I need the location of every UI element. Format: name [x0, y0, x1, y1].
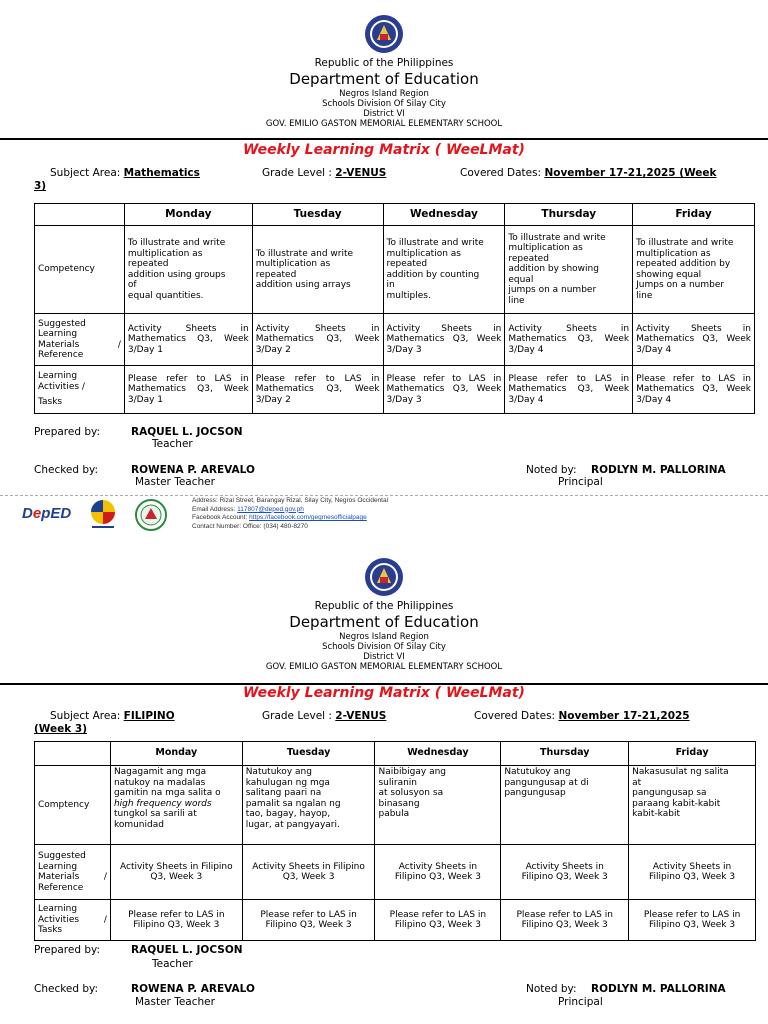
cell-line: Filipino Q3, Week 3 — [133, 920, 220, 930]
subject-label: Subject Area: — [50, 710, 121, 722]
email-line — [192, 506, 388, 515]
school-seal-icon — [135, 499, 167, 531]
prepared-by-name — [131, 944, 243, 956]
label-line: Tasks — [38, 397, 63, 408]
cell-line: Q3, Week 3 — [282, 872, 335, 882]
materials-cell: Activity Sheets in Mathematics Q3, Week 3/Day 1 — [124, 314, 252, 366]
cell-line: pamalit sa ngalan ng — [245, 798, 341, 809]
cell-line: Jumps on a number — [636, 280, 725, 290]
cell-line: addition by showing — [508, 264, 599, 275]
noted-by-label: Noted by: — [526, 464, 577, 476]
deped-seal-icon — [364, 557, 404, 597]
label-line-pair — [38, 340, 121, 351]
district-text: District VI — [363, 109, 405, 119]
cell-line: Activity Sheets in — [398, 861, 478, 872]
cell-line: Nakasusulat ng salita — [632, 767, 729, 777]
materials-cell: Activity Sheets in Mathematics Q3, Week 3/Day 2 — [252, 314, 383, 366]
district-text: District VI — [363, 652, 405, 662]
dates-label: Covered Dates: — [474, 710, 556, 722]
materials-cell: Activity Sheets in Mathematics Q3, Week 3/Day 3 — [383, 314, 505, 366]
header-day: Friday — [629, 742, 756, 766]
noted-name-text: RODLYN M. PALLORINA — [591, 983, 726, 995]
label-slash: / — [103, 914, 107, 925]
header-day: Tuesday — [252, 204, 383, 226]
label-line: Reference — [38, 882, 84, 893]
materials-cell — [375, 845, 501, 900]
header-day: Monday — [124, 204, 252, 226]
cell-line: line — [636, 290, 653, 301]
prepared-by-title: Teacher — [152, 438, 193, 450]
competency-cell — [383, 226, 505, 314]
cell-line: Natutukoy ang — [504, 767, 571, 777]
cell-line: kahulugan ng mga — [245, 777, 330, 788]
materials-cell — [110, 845, 242, 900]
cell-line: pangungusap — [504, 788, 566, 798]
row-label-materials — [35, 845, 111, 900]
cell-line: Activity Sheets in — [652, 861, 732, 872]
cell-line: pangungusap at di — [504, 777, 589, 788]
cell-line: multiplication as — [255, 259, 331, 269]
cell-line: binasang — [378, 798, 420, 809]
cell-line: lugar, at pangyayari. — [245, 819, 340, 830]
table-row — [35, 366, 755, 414]
logo-letter: e — [32, 505, 42, 522]
school-text: GOV. EMILIO GASTON MEMORIAL ELEMENTARY SCHOOL — [265, 662, 503, 672]
table-row — [35, 226, 755, 314]
label-line: Learning — [38, 904, 78, 915]
cell-line: repeated — [508, 253, 549, 264]
noted-by-name — [591, 983, 726, 995]
prepared-by-label: Prepared by: — [34, 426, 100, 438]
competency-cell — [242, 766, 375, 845]
table-row — [35, 766, 756, 845]
label-line: Learning — [38, 371, 78, 382]
cell-line: gamitin na mga salita o — [113, 788, 221, 798]
division-text: Schools Division Of Silay City — [322, 642, 446, 652]
cell-line: Filipino Q3, Week 3 — [521, 920, 608, 930]
activities-cell — [375, 900, 501, 941]
activities-cell — [629, 900, 756, 941]
cell-line: komunidad — [113, 819, 164, 830]
activities-cell: Please refer to LAS in Mathematics Q3, Week 3/Day 1 — [124, 366, 252, 414]
materials-cell — [501, 845, 629, 900]
table-row — [35, 314, 755, 366]
cell-line: Nagagamit ang mga — [113, 767, 207, 777]
grade-level — [262, 710, 386, 722]
cell-line: pabula — [378, 809, 410, 819]
cell-line: line — [508, 295, 525, 306]
cell-line: Filipino Q3, Week 3 — [265, 920, 352, 930]
cell-line: addition using arrays — [255, 280, 351, 290]
label-line: Materials — [38, 872, 80, 882]
republic-text: Republic of the Philippines — [314, 600, 454, 612]
cell-line: addition by counting — [386, 269, 480, 280]
table-row — [35, 900, 756, 941]
filipino-matrix-table — [34, 741, 756, 941]
bagong-pilipinas-logo-icon — [86, 497, 120, 531]
region-text: Negros Island Region — [339, 89, 429, 99]
cell-line: Filipino Q3, Week 3 — [649, 872, 736, 882]
cell-line: suliranin — [378, 777, 418, 788]
label-line-pair — [38, 915, 107, 926]
prepared-name-text: RAQUEL L. JOCSON — [131, 426, 243, 438]
department-text: Department of Education — [289, 70, 479, 88]
cell-line: Q3, Week 3 — [150, 872, 203, 882]
cell-line: Please refer to LAS in — [260, 909, 357, 920]
competency-cell — [505, 226, 633, 314]
letterhead — [0, 57, 768, 129]
cell-line: repeated — [255, 269, 297, 280]
label-line: Materials — [38, 339, 80, 350]
cell-line: Filipino Q3, Week 3 — [394, 920, 481, 930]
cell-line: Please refer to LAS in — [128, 909, 225, 920]
prepared-name-text: RAQUEL L. JOCSON — [131, 944, 243, 956]
noted-by-title: Principal — [558, 476, 603, 488]
table-header-row — [35, 742, 756, 766]
cell-line: jumps on a number — [508, 285, 597, 296]
activities-cell: Please refer to LAS in Mathematics Q3, Week 3/Day 2 — [252, 366, 383, 414]
header-day: Thursday — [501, 742, 629, 766]
school-text: GOV. EMILIO GASTON MEMORIAL ELEMENTARY SCHOOL — [265, 119, 503, 129]
footer-divider — [0, 495, 768, 496]
checked-name-text: ROWENA P. AREVALO — [131, 983, 255, 995]
row-label-activities — [35, 900, 111, 941]
competency-cell — [110, 766, 242, 845]
noted-by-label: Noted by: — [526, 983, 577, 995]
prepared-by-label: Prepared by: — [34, 944, 100, 956]
grade-label: Grade Level : — [262, 167, 332, 179]
facebook-link[interactable]: https://facebook.com/gegmesofficialpage — [249, 514, 367, 521]
dates-cont-value: 3) — [34, 180, 47, 192]
facebook-label: Facebook Account: — [192, 514, 250, 521]
checked-by-label: Checked by: — [34, 464, 99, 476]
cell-line: Natutukoy ang — [245, 767, 312, 777]
checked-name-text: ROWENA P. AREVALO — [131, 464, 255, 476]
cell-line: kabit-kabit — [632, 809, 680, 819]
cell-line: high frequency words — [113, 798, 212, 809]
checked-by-label: Checked by: — [34, 983, 99, 995]
checked-by-name — [131, 464, 255, 476]
checked-by-title: Master Teacher — [135, 476, 215, 488]
region-text: Negros Island Region — [339, 632, 429, 642]
letter-footer — [0, 495, 768, 537]
header-divider — [0, 138, 768, 140]
label-line: Tasks — [38, 925, 63, 936]
noted-by-title: Principal — [558, 996, 603, 1008]
email-link[interactable]: 117807@deped.gov.ph — [237, 505, 304, 513]
header-blank — [35, 204, 125, 226]
cell-line: To illustrate and write — [508, 232, 606, 243]
matrix-title: Weekly Learning Matrix ( WeeLMat) — [243, 685, 525, 701]
dates-label: Covered Dates: — [460, 167, 542, 179]
cell-line: multiplication as — [508, 243, 583, 254]
cell-line: To illustrate and write — [255, 248, 354, 259]
checked-by-name — [131, 983, 255, 995]
prepared-by-name — [131, 426, 243, 438]
competency-cell — [633, 226, 755, 314]
covered-dates — [474, 710, 690, 722]
cell-line: of — [127, 280, 137, 290]
cell-line: pangungusap sa — [632, 788, 707, 798]
label-line: Suggested — [38, 318, 86, 329]
subject-value: FILIPINO — [123, 710, 175, 722]
cell-line: multiples. — [386, 290, 431, 301]
activities-cell: Please refer to LAS in Mathematics Q3, Week 3/Day 4 — [633, 366, 755, 414]
header-day: Wednesday — [375, 742, 501, 766]
table-row — [35, 845, 756, 900]
noted-by-name — [591, 464, 726, 476]
header-day: Wednesday — [383, 204, 505, 226]
cell-line: showing equal — [636, 269, 702, 280]
competency-cell — [375, 766, 501, 845]
logo-letter: pED — [41, 505, 72, 522]
activities-cell: Please refer to LAS in Mathematics Q3, Week 3/Day 3 — [383, 366, 505, 414]
address-text: Address: Rizal Street, Barangay Rizal, Silay City, Negros Occidental — [192, 497, 389, 504]
email-label: Email Address: — [192, 505, 238, 513]
contact-number-text: Contact Number: Office: (034) 480-8270 — [192, 522, 308, 530]
cell-line: natukoy na madalas — [113, 777, 206, 788]
materials-cell — [629, 845, 756, 900]
row-label-activities — [35, 366, 125, 414]
cell-line: addition using groups — [127, 269, 226, 280]
cell-line: tao, bagay, hayop, — [245, 809, 331, 819]
header-day: Thursday — [505, 204, 633, 226]
cell-line: Activity Sheets in Filipino — [252, 861, 365, 872]
dates-continued — [34, 180, 46, 192]
cell-line: equal — [508, 274, 534, 285]
logo-letter: D — [22, 505, 33, 522]
grade-label: Grade Level : — [262, 710, 332, 722]
table-header-row — [35, 204, 755, 226]
division-text: Schools Division Of Silay City — [322, 99, 446, 109]
cell-line: To illustrate and write — [127, 238, 226, 248]
subject-area — [50, 710, 175, 722]
cell-line: Filipino Q3, Week 3 — [521, 872, 608, 882]
competency-cell — [252, 226, 383, 314]
cell-line: Please refer to LAS in — [643, 909, 741, 920]
label-line: Suggested — [38, 851, 86, 861]
cell-line: Please refer to LAS in — [516, 909, 613, 920]
row-label-materials — [35, 314, 125, 366]
cell-line: Filipino Q3, Week 3 — [394, 872, 481, 882]
week-value: (Week 3) — [34, 723, 87, 735]
checked-by-title: Master Teacher — [135, 996, 215, 1008]
grade-value: 2-VENUS — [335, 167, 387, 179]
label-line: Learning — [38, 329, 78, 339]
competency-cell — [629, 766, 756, 845]
prepared-by-title: Teacher — [152, 958, 193, 970]
activities-cell — [242, 900, 375, 941]
cell-line: Naibibigay ang — [378, 767, 447, 777]
cell-line: To illustrate and write — [636, 238, 734, 248]
cell-line: at solusyon sa — [378, 788, 444, 798]
header-day: Friday — [633, 204, 755, 226]
subject-value: Mathematics — [123, 167, 200, 179]
materials-cell — [242, 845, 375, 900]
label-line: Reference — [38, 350, 84, 360]
label-slash: / — [103, 872, 107, 882]
cell-line: Activity Sheets in Filipino — [120, 861, 233, 872]
grade-value: 2-VENUS — [335, 710, 387, 722]
activities-cell — [501, 900, 629, 941]
materials-cell: Activity Sheets in Mathematics Q3, Week 3/Day 4 — [633, 314, 755, 366]
cell-line: Activity Sheets in — [525, 861, 604, 872]
cell-line: equal quantities. — [127, 290, 204, 301]
label-slash: / — [117, 339, 121, 350]
activities-cell: Please refer to LAS in Mathematics Q3, Week 3/Day 4 — [505, 366, 633, 414]
cell-line: paraang kabit-kabit — [632, 798, 721, 809]
department-text: Department of Education — [289, 613, 479, 631]
row-label-competency: Competency — [35, 226, 125, 314]
cell-line: repeated — [386, 259, 428, 269]
materials-cell: Activity Sheets in Mathematics Q3, Week 3/Day 4 — [505, 314, 633, 366]
cell-line: salitang paari na — [245, 788, 322, 798]
matrix-title: Weekly Learning Matrix ( WeeLMat) — [243, 142, 525, 158]
header-blank — [35, 742, 111, 766]
contact-block — [192, 497, 388, 531]
label-line: Learning — [38, 861, 78, 872]
activities-cell — [110, 900, 242, 941]
cell-line: repeated — [127, 259, 169, 269]
cell-line: multiplication as — [386, 248, 461, 259]
cell-line: at — [632, 777, 642, 788]
deped-seal-icon — [364, 14, 404, 54]
row-label-competency: Comptency — [35, 766, 111, 845]
grade-level — [262, 167, 386, 179]
cell-line: in — [386, 280, 395, 290]
dates-value: November 17-21,2025 (Week — [544, 167, 717, 179]
republic-text: Republic of the Philippines — [314, 57, 454, 69]
cell-line: Filipino Q3, Week 3 — [649, 920, 736, 930]
letterhead — [0, 600, 768, 672]
label-line: Activities / — [38, 381, 85, 392]
covered-dates — [460, 167, 717, 179]
cell-line: multiplication as — [127, 248, 203, 259]
subject-area — [50, 167, 200, 179]
cell-line: multiplication as — [636, 248, 711, 259]
label-line: Activities — [38, 914, 80, 925]
cell-line: repeated addition by — [636, 259, 731, 269]
header-day: Tuesday — [242, 742, 375, 766]
cell-line: tungkol sa sarili at — [113, 809, 197, 819]
noted-name-text: RODLYN M. PALLORINA — [591, 464, 726, 476]
filipino-section — [0, 545, 768, 1024]
competency-cell — [124, 226, 252, 314]
cell-line: To illustrate and write — [386, 238, 484, 248]
math-matrix-table — [34, 203, 755, 414]
label-line-pair — [38, 872, 107, 883]
dates-value: November 17-21,2025 — [558, 710, 690, 722]
cell-line: Please refer to LAS in — [389, 909, 487, 920]
subject-label: Subject Area: — [50, 167, 121, 179]
facebook-line — [192, 514, 388, 523]
deped-logo — [22, 505, 71, 522]
week-label — [34, 723, 87, 735]
header-day: Monday — [110, 742, 242, 766]
competency-cell — [501, 766, 629, 845]
